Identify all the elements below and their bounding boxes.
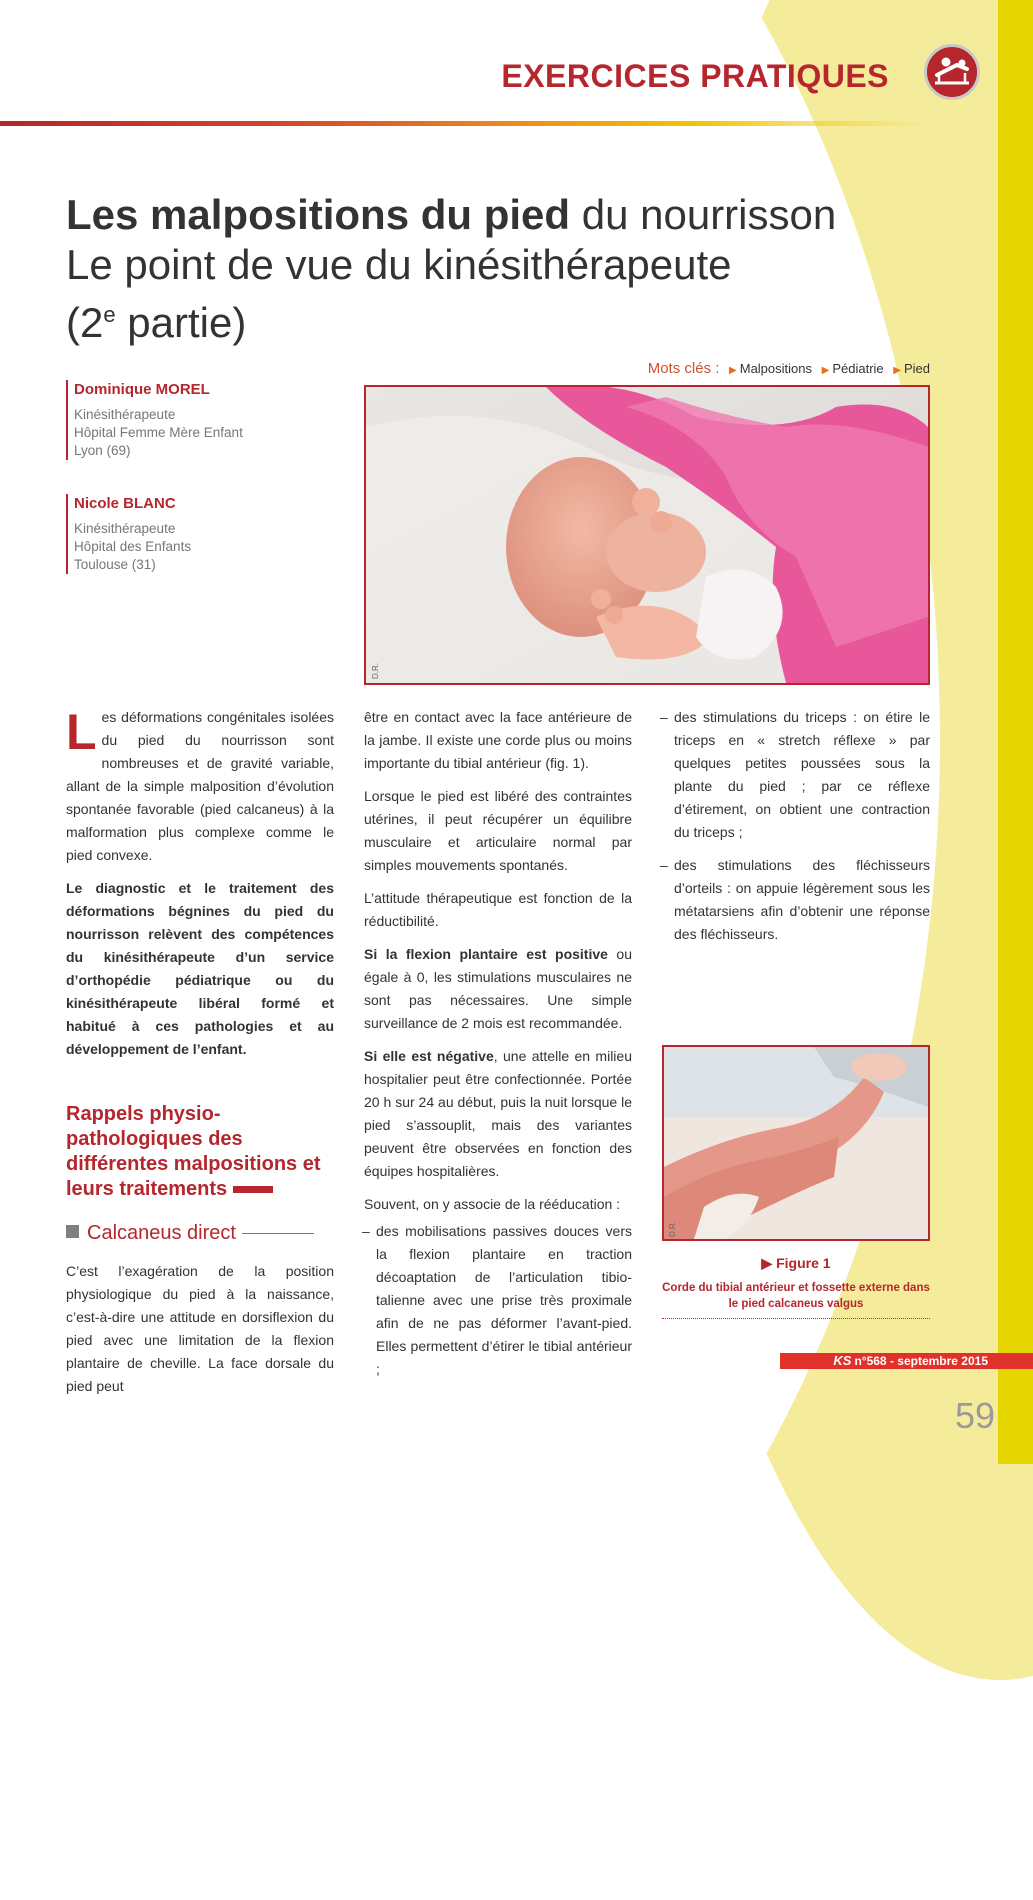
triangle-right-icon: ▶: [729, 365, 737, 376]
subheading: [66, 1222, 336, 1245]
author-block: [66, 494, 334, 574]
title-bold: Les malpositions du pied: [66, 191, 571, 238]
keyword: Pied: [903, 361, 930, 376]
author-institution: Hôpital des Enfants: [74, 539, 192, 554]
calcaneus-text: C’est l’exagération de la position physiologique du pied à la naissance, c’est-à-dire une attitude en dorsiflexion du pied avec une limitation de la flexion plantaire de cheville. La face dorsale du pied peut: [66, 1263, 334, 1394]
paragraph-rest: ou égale à 0, les stimulations musculaires ne sont pas nécessaires. Une simple surveillance de 2 mois est recommandée.: [364, 946, 632, 1031]
paragraph: Lorsque le pied est libéré des contraintes utérines, il peut récupérer un équilibre musculaire et articulaire normal par simples mouvements spontanés.: [364, 788, 632, 873]
infant-feet-photo: [364, 385, 930, 685]
figure-label-text: Figure 1: [776, 1255, 831, 1271]
title-line1-rest: du nourrisson: [570, 191, 837, 238]
author-role: Kinésithérapeute: [74, 521, 176, 536]
keywords: [648, 360, 930, 377]
section-title: EXERCICES PRATIQUES: [501, 58, 889, 94]
heading-bar: [233, 1186, 273, 1193]
title-line3-pre: (2: [66, 299, 104, 346]
paragraph-bold: Si la flexion plantaire est positive: [364, 946, 608, 962]
author-role: Kinésithérapeute: [74, 407, 176, 422]
column-3: [662, 706, 930, 956]
article-title: [66, 190, 946, 348]
square-bullet-icon: [66, 1225, 79, 1238]
author-name: Nicole BLANC: [74, 495, 176, 512]
list-item: – des mobilisations passives douces vers la flexion plantaire en traction décoaptation de l’articulation tibio-talienne avec une prise très proximale afin de ne pas déformer l’avant-pied. Elles permettent d’étirer le tibial antérieur ;: [362, 1223, 632, 1377]
column-2: [364, 706, 632, 1391]
author-institution: Hôpital Femme Mère Enfant: [74, 425, 243, 440]
issue-info: n°568 - septembre 2015: [854, 1354, 988, 1368]
issue-reference: [780, 1353, 988, 1369]
author-name: Dominique MOREL: [74, 381, 210, 398]
paragraph: L’attitude thérapeutique est fonction de la réductibilité.: [364, 890, 632, 929]
page-number: 59: [954, 1395, 995, 1436]
triangle-right-icon: ▶: [893, 365, 901, 376]
keywords-label: Mots clés :: [647, 360, 720, 377]
title-line3-sup: e: [103, 302, 116, 327]
intro-paragraph: es déformations congénitales isolées du pied du nourrisson sont nombreuses et de gravité variable, allant de la simple malposition d’évolution spontanée favorable (pied calcaneus) à la malformation plus complexe comme le pied convexe.: [66, 709, 334, 863]
keyword: Pédiatrie: [832, 361, 884, 376]
author-city: Lyon (69): [74, 443, 131, 458]
paragraph: Souvent, on y associe de la rééducation :: [364, 1196, 621, 1212]
list-item: – des stimulations du triceps : on étire le triceps en « stretch réflexe » par quelques petites poussées sous la plante du pied ; par ce réflexe d’étirement, on obtient une contraction du triceps ;: [660, 709, 930, 840]
lead-paragraph: Le diagnostic et le traitement des déformations bégnines du pied du nourrisson relèvent des compétences du kinésithérapeute d’un service d’orthopédie pédiatrique ou du kinésithérapeute libéral formé et habitué à ces pathologies et au développement de l’enfant.: [66, 880, 334, 1057]
triangle-right-icon: ▶: [761, 1255, 773, 1271]
photo-credit: D.R.: [668, 1221, 677, 1237]
figure-1-photo: [662, 1045, 930, 1241]
column-1: [66, 706, 334, 1071]
paragraph-bold: Si elle est négative: [364, 1048, 494, 1064]
author-city: Toulouse (31): [74, 557, 156, 572]
author-block: [66, 380, 334, 460]
title-line2: Le point de vue du kinésithérapeute: [66, 241, 732, 288]
figure-label: [662, 1255, 930, 1272]
massage-table-icon: [924, 44, 980, 100]
triangle-right-icon: ▶: [821, 365, 830, 376]
yellow-side-band-front: [998, 0, 1033, 1464]
section-heading: [66, 1102, 336, 1202]
subheading-rule: [242, 1233, 314, 1234]
drop-cap: L: [66, 704, 97, 760]
paragraph-rest: , une attelle en milieu hospitalier peut être confectionnée. Portée 20 h sur 24 au début, puis la nuit lorsque le pied s’assouplit, mais des variantes peuvent être observées en fonction des équipes hospitalières.: [364, 1048, 632, 1179]
list-item-text: des mobilisations passives douces vers la flexion plantaire en traction décoaptation de l’articulation tibio-talienne avec une prise très proximale afin de ne pas déformer l’avant-pied. Elles permettent d’étirer le tibial antérieur ;: [376, 1223, 632, 1377]
figure-caption: Corde du tibial antérieur et fossette externe dans le pied calcaneus valgus: [662, 1282, 930, 1310]
calcaneus-paragraph: [66, 1260, 334, 1408]
journal-name: KS: [833, 1353, 852, 1368]
list-item-text: des stimulations du triceps : on étire le triceps en « stretch réflexe » par quelques petites poussées sous la plante du pied ; par ce réflexe d’étirement, on obtient une contraction du triceps ;: [674, 709, 930, 840]
title-line3-post: partie): [115, 299, 247, 346]
caption-dotted-rule: [662, 1318, 930, 1319]
keyword: Malpositions: [739, 361, 812, 376]
header-gradient-rule: [0, 121, 930, 126]
paragraph: être en contact avec la face antérieure de la jambe. Il existe une corde plus ou moins importante du tibial antérieur (fig. 1).: [364, 709, 632, 771]
section-heading-text: Rappels physio-pathologiques des différentes malpositions et leurs traitements: [66, 1103, 321, 1200]
list-item-text: des stimulations des fléchisseurs d’orteils : on appuie légèrement sous les métatarsiens afin d’obtenir une réponse des fléchisseurs.: [674, 857, 930, 942]
photo-credit: D.R.: [371, 663, 380, 679]
subheading-text: Calcaneus direct: [87, 1222, 236, 1244]
list-item: – des stimulations des fléchisseurs d’orteils : on appuie légèrement sous les métatarsiens afin d’obtenir une réponse des fléchisseurs.: [660, 857, 930, 942]
